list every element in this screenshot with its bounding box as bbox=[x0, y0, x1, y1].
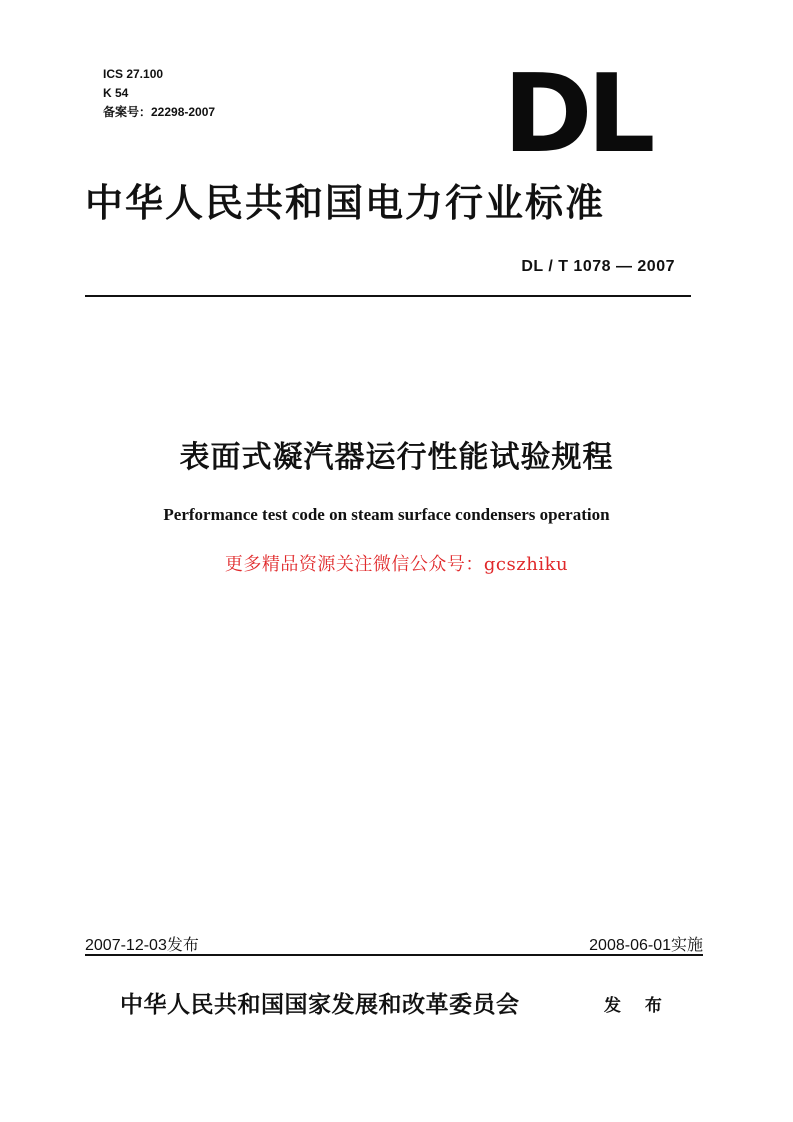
standard-number: DL / T 1078 — 2007 bbox=[521, 258, 675, 275]
footer-divider bbox=[85, 954, 703, 956]
classification-codes bbox=[103, 65, 215, 122]
implementation-date: 2008-06-01实施 bbox=[589, 937, 703, 954]
dl-logo: DL bbox=[503, 52, 650, 177]
record-number: 备案号：22298-2007 bbox=[103, 105, 216, 119]
ics-code: ICS 27.100 bbox=[103, 67, 164, 81]
header-divider bbox=[85, 295, 691, 297]
standard-category-title: 中华人民共和国电力行业标准 bbox=[85, 180, 606, 225]
document-title-english: Performance test code on steam surface condensers operation bbox=[163, 505, 610, 524]
promo-watermark-text: 更多精品资源关注微信公众号：gcszhiku bbox=[224, 554, 569, 575]
category-code: K 54 bbox=[103, 86, 129, 100]
publish-label: 发 布 bbox=[604, 996, 671, 1016]
publisher-name: 中华人民共和国国家发展和改革委员会 bbox=[120, 991, 520, 1018]
document-title-chinese: 表面式凝汽器运行性能试验规程 bbox=[179, 440, 614, 475]
issue-date: 2007-12-03发布 bbox=[85, 937, 199, 954]
